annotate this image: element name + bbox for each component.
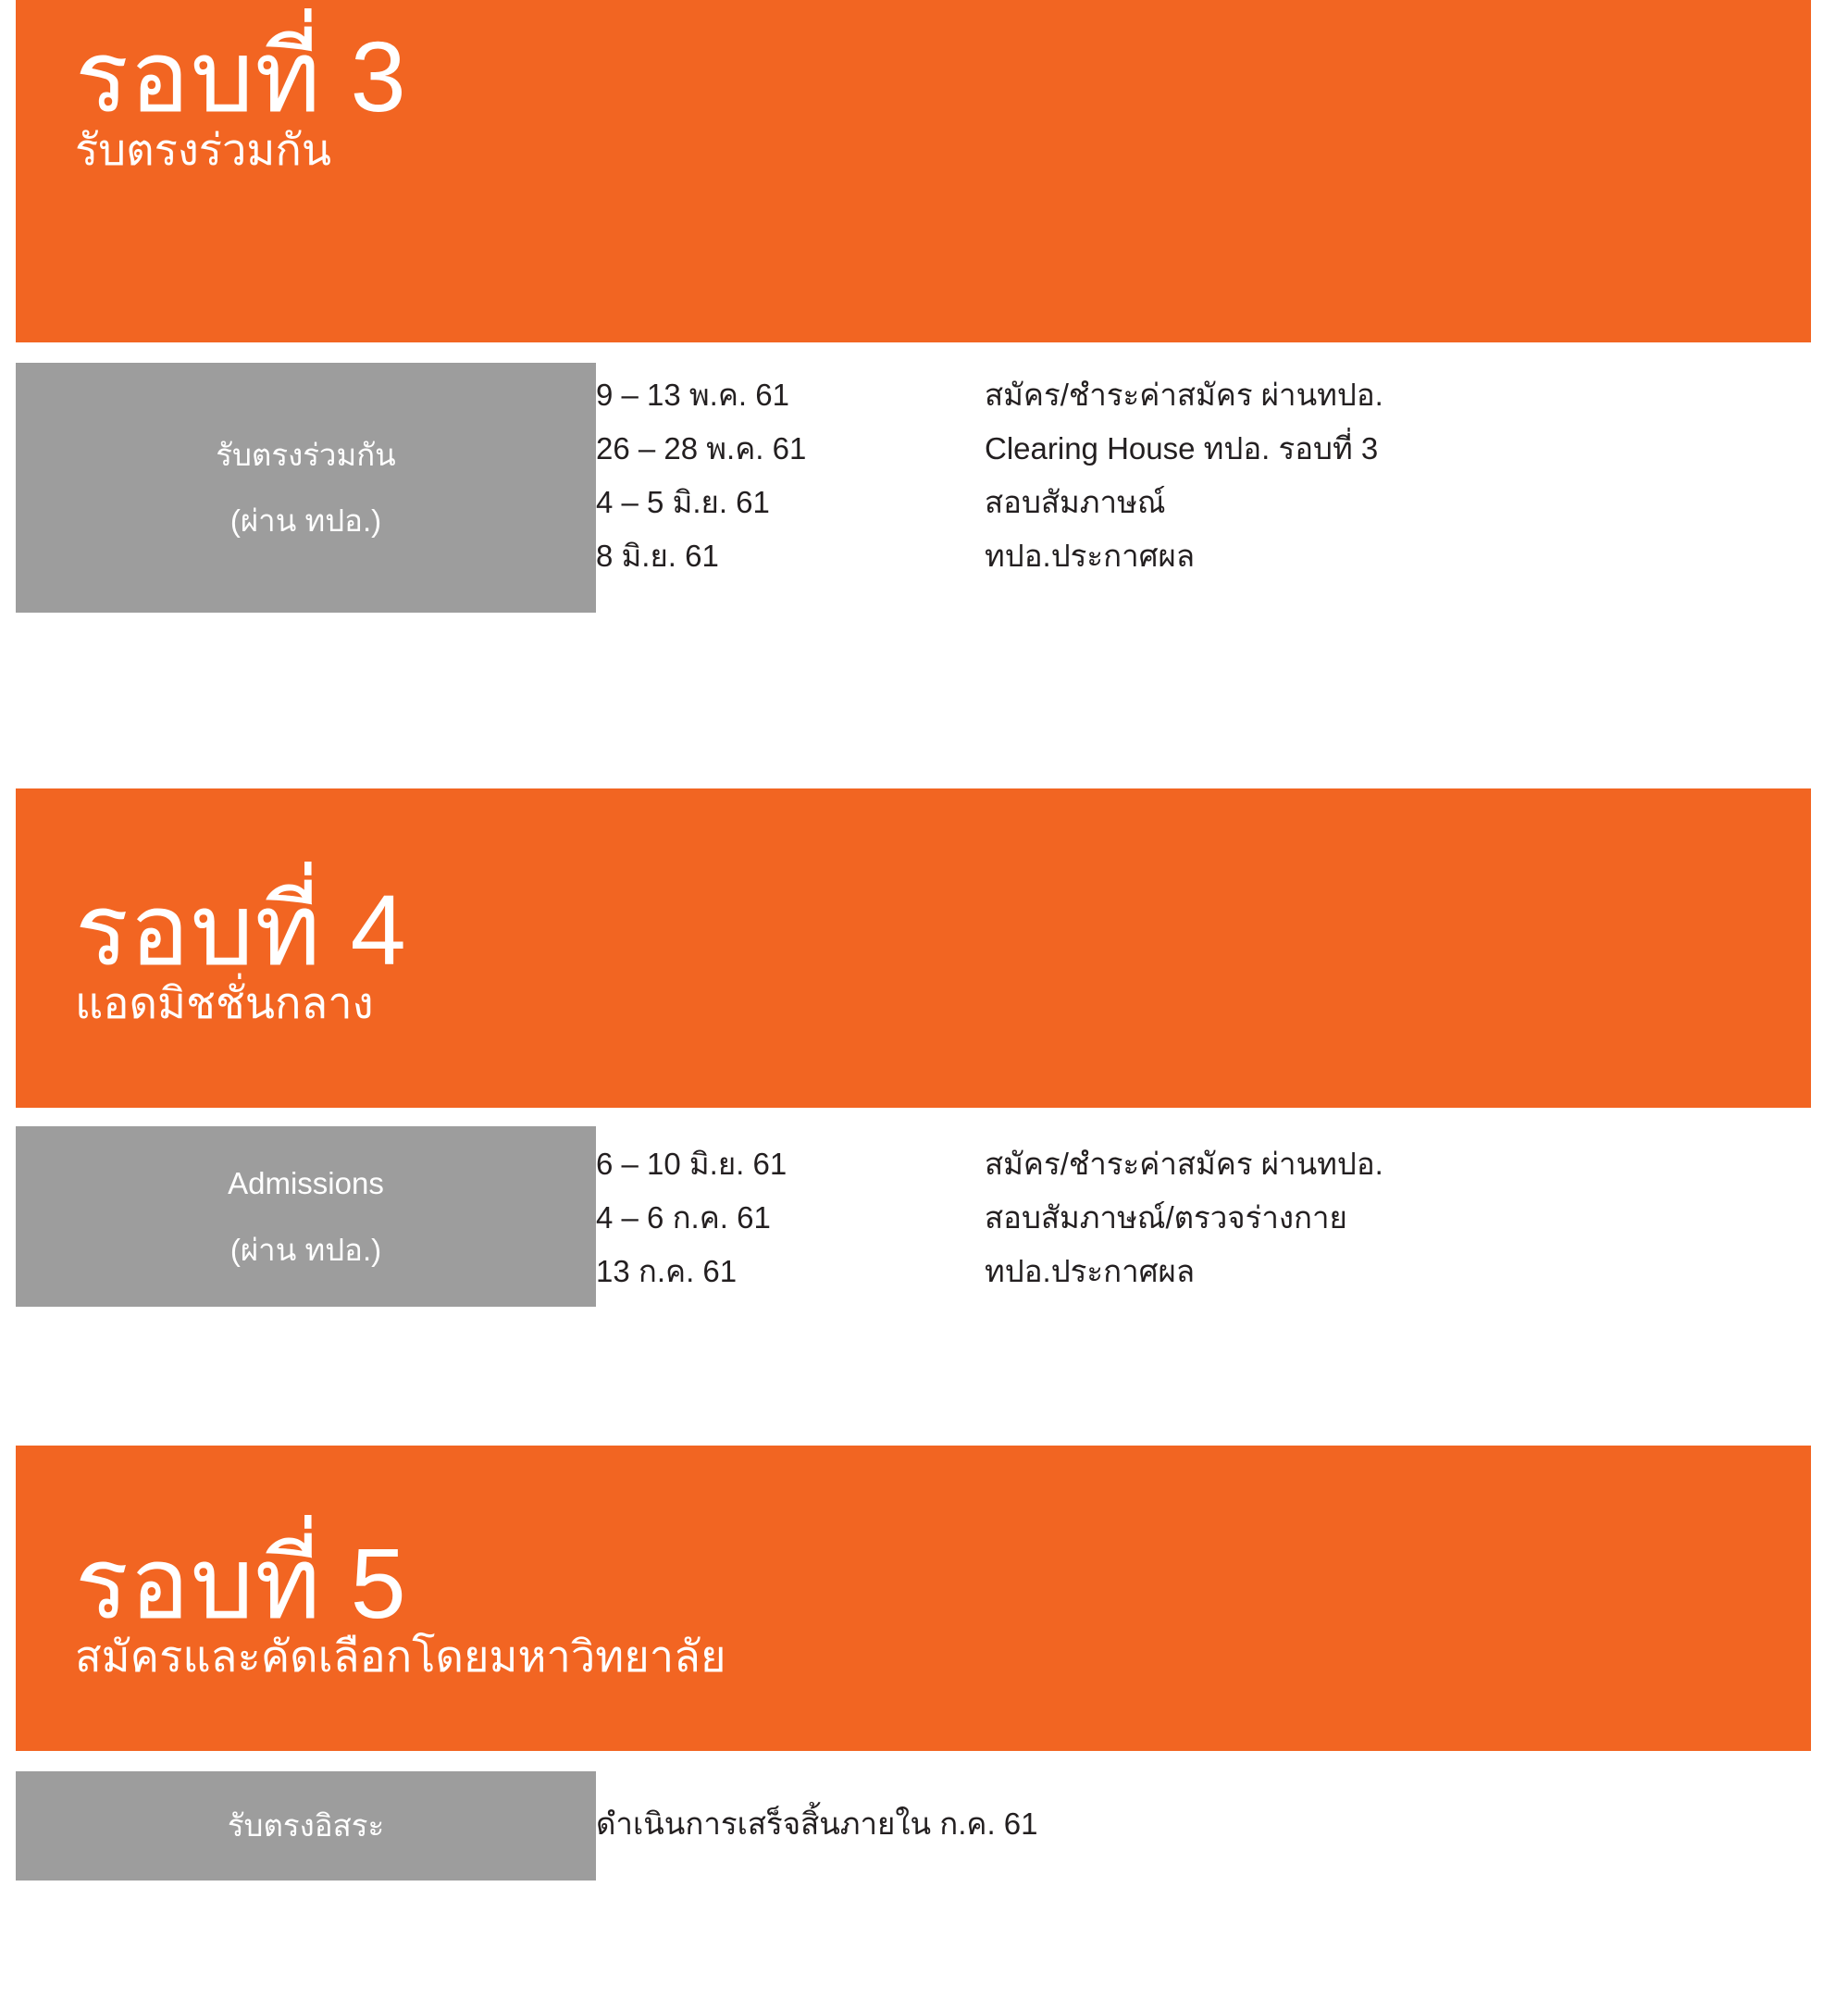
schedule-date: 6 – 10 มิ.ย. 61 <box>596 1147 788 1181</box>
round-schedule-4 <box>596 1126 1848 1306</box>
round-banner-3 <box>16 0 1811 342</box>
schedule-description: สมัคร/ชำระค่าสมัคร ผ่านทปอ. <box>985 378 1383 412</box>
round-label-line-1: รับตรงร่วมกัน <box>216 437 396 472</box>
round-schedule-5 <box>596 1771 1848 1858</box>
schedule-row <box>596 1145 1848 1185</box>
round-title-5: รอบที่ 5 <box>75 1527 407 1639</box>
round-subtitle-3: รับตรงร่วมกัน <box>75 125 331 175</box>
schedule-description: ทปอ.ประกาศผล <box>985 538 1196 573</box>
round-body-3 <box>16 363 1848 613</box>
round-label-box-3 <box>16 363 596 613</box>
schedule-description: ทปอ.ประกาศผล <box>985 1253 1196 1288</box>
round-subtitle-5: สมัครและคัดเลือกโดยมหาวิทยาลัย <box>75 1632 726 1682</box>
schedule-date: 13 ก.ค. 61 <box>596 1253 738 1288</box>
schedule-description: สอบสัมภาษณ์ <box>985 484 1166 519</box>
round-label-box-5 <box>16 1771 596 1881</box>
round-label-line-1: Admissions <box>228 1166 384 1201</box>
round-title-3: รอบที่ 3 <box>75 20 407 132</box>
schedule-date: 4 – 6 ก.ค. 61 <box>596 1199 771 1235</box>
schedule-description: สอบสัมภาษณ์/ตรวจร่างกาย <box>985 1199 1347 1235</box>
schedule-row <box>596 1805 1848 1844</box>
schedule-row <box>596 483 1848 523</box>
round-section-3 <box>0 0 1848 613</box>
schedule-row <box>596 537 1848 577</box>
schedule-date: ดำเนินการเสร็จสิ้นภายใน ก.ค. 61 <box>596 1806 1038 1841</box>
round-body-4 <box>16 1126 1848 1307</box>
round-label-box-4 <box>16 1126 596 1307</box>
schedule-date: 26 – 28 พ.ค. 61 <box>596 430 807 466</box>
round-section-5 <box>0 1446 1848 1881</box>
round-label-line-2: (ผ่าน ทปอ.) <box>229 503 382 538</box>
round-title-4: รอบที่ 4 <box>75 874 407 986</box>
schedule-row <box>596 429 1848 469</box>
schedule-description: Clearing House ทปอ. รอบที่ 3 <box>985 430 1379 466</box>
schedule-date: 4 – 5 มิ.ย. 61 <box>596 484 770 519</box>
round-label-line-2: (ผ่าน ทปอ.) <box>229 1232 382 1267</box>
round-banner-4 <box>16 788 1811 1108</box>
schedule-row <box>596 1252 1848 1292</box>
schedule-date: 8 มิ.ย. 61 <box>596 538 719 573</box>
round-schedule-3 <box>596 363 1848 590</box>
schedule-date: 9 – 13 พ.ค. 61 <box>596 378 789 412</box>
round-banner-5 <box>16 1446 1811 1751</box>
round-subtitle-4: แอดมิชชั่นกลาง <box>75 978 374 1028</box>
schedule-row <box>596 376 1848 416</box>
round-body-5 <box>16 1771 1848 1881</box>
round-section-4 <box>0 788 1848 1307</box>
schedule-row <box>596 1198 1848 1238</box>
round-label-line-1: รับตรงอิสระ <box>227 1808 385 1843</box>
schedule-description: สมัคร/ชำระค่าสมัคร ผ่านทปอ. <box>985 1147 1383 1181</box>
